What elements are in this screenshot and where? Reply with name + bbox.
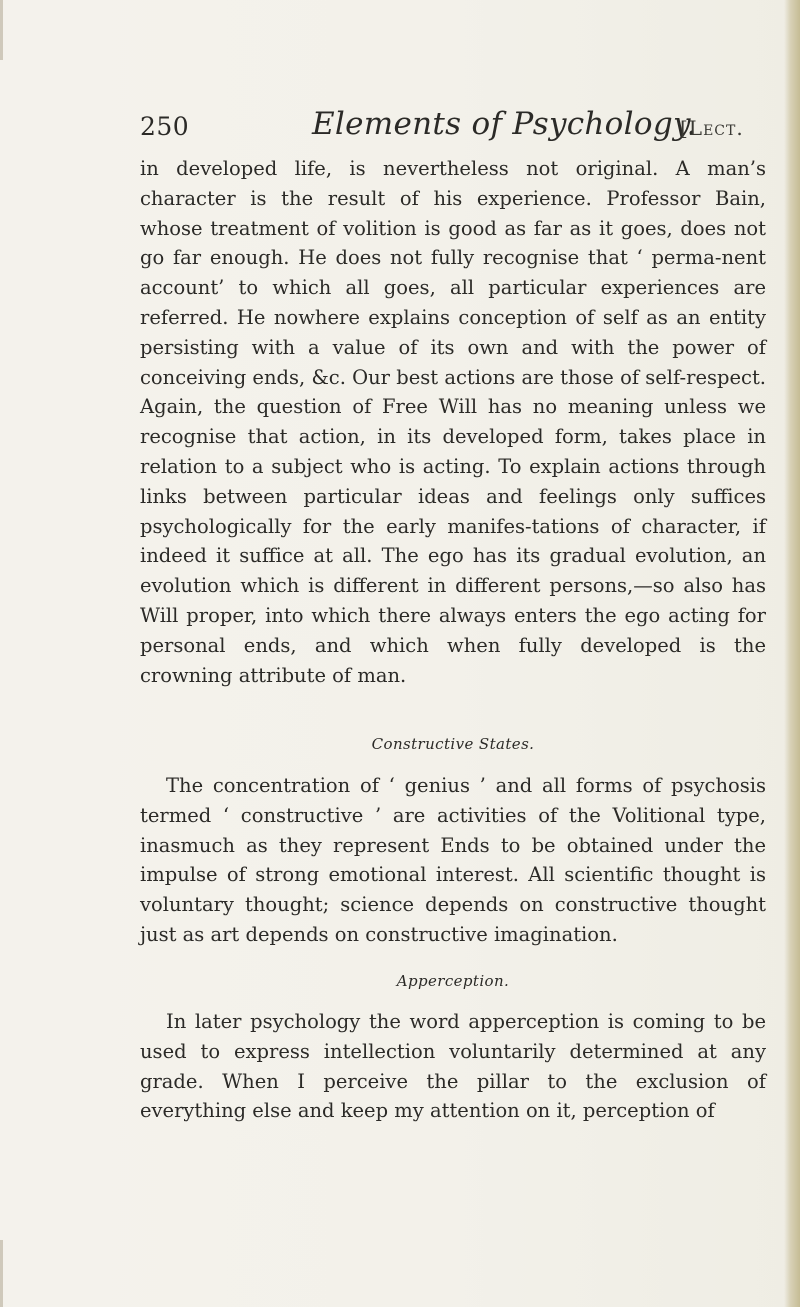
paragraph-constructive [140, 771, 766, 950]
section-mark: [Lect. [680, 116, 744, 140]
page-spine-shadow [784, 0, 800, 1307]
page-edge-mark [0, 0, 3, 60]
paragraph-apperception [140, 1007, 766, 1126]
subheading-apperception: Apperception. [396, 972, 510, 990]
paragraph-text: In later psychology the word apperception is coming to be used to express intellection voluntarily determined at any grade. When I perceive the pillar to the exclusion of everything else and keep my attention on it, perception of [140, 1010, 766, 1123]
page-edge-mark [0, 1240, 3, 1307]
running-header [0, 106, 800, 156]
subheading-constructive-states: Constructive States. [371, 735, 535, 753]
running-title: Elements of Psychology. [312, 106, 697, 142]
paragraph-volition [140, 154, 766, 690]
paragraph-text: in developed life, is nevertheless not original. A man’s character is the result of his experience. Professor Bain, whose treatment of volition is good as far as it goes, does not go far enough. He does not fully recognise that ‘ perma-nent account’ to which all goes, all particular experiences are referred. He nowhere explains conception of self as an entity persisting with a value of its own and with the power of conceiving ends, &c. Our best actions are those of self-respect. Again, the question of Free Will has no meaning unless we recognise that action, in its developed form, takes place in relation to a subject who is acting. To explain actions through links between particular ideas and feelings only suffices psychologically for the early manifes-tations of character, if indeed it suffice at all. The ego has its gradual evolution, an evolution which is different in different persons,—so also has Will proper, into which there always enters the ego acting for personal ends, and which when fully developed is the crowning attribute of man. [140, 157, 766, 687]
page-number: 250 [140, 112, 190, 141]
paragraph-text: The concentration of ‘ genius ’ and all forms of psychosis termed ‘ constructive ’ are activities of the Volitional type, inasmuch as they represent Ends to be obtained under the impulse of strong emotional interest. All scientific thought is voluntary thought; science depends on constructive thought just as art depends on constructive imagination. [140, 774, 766, 946]
